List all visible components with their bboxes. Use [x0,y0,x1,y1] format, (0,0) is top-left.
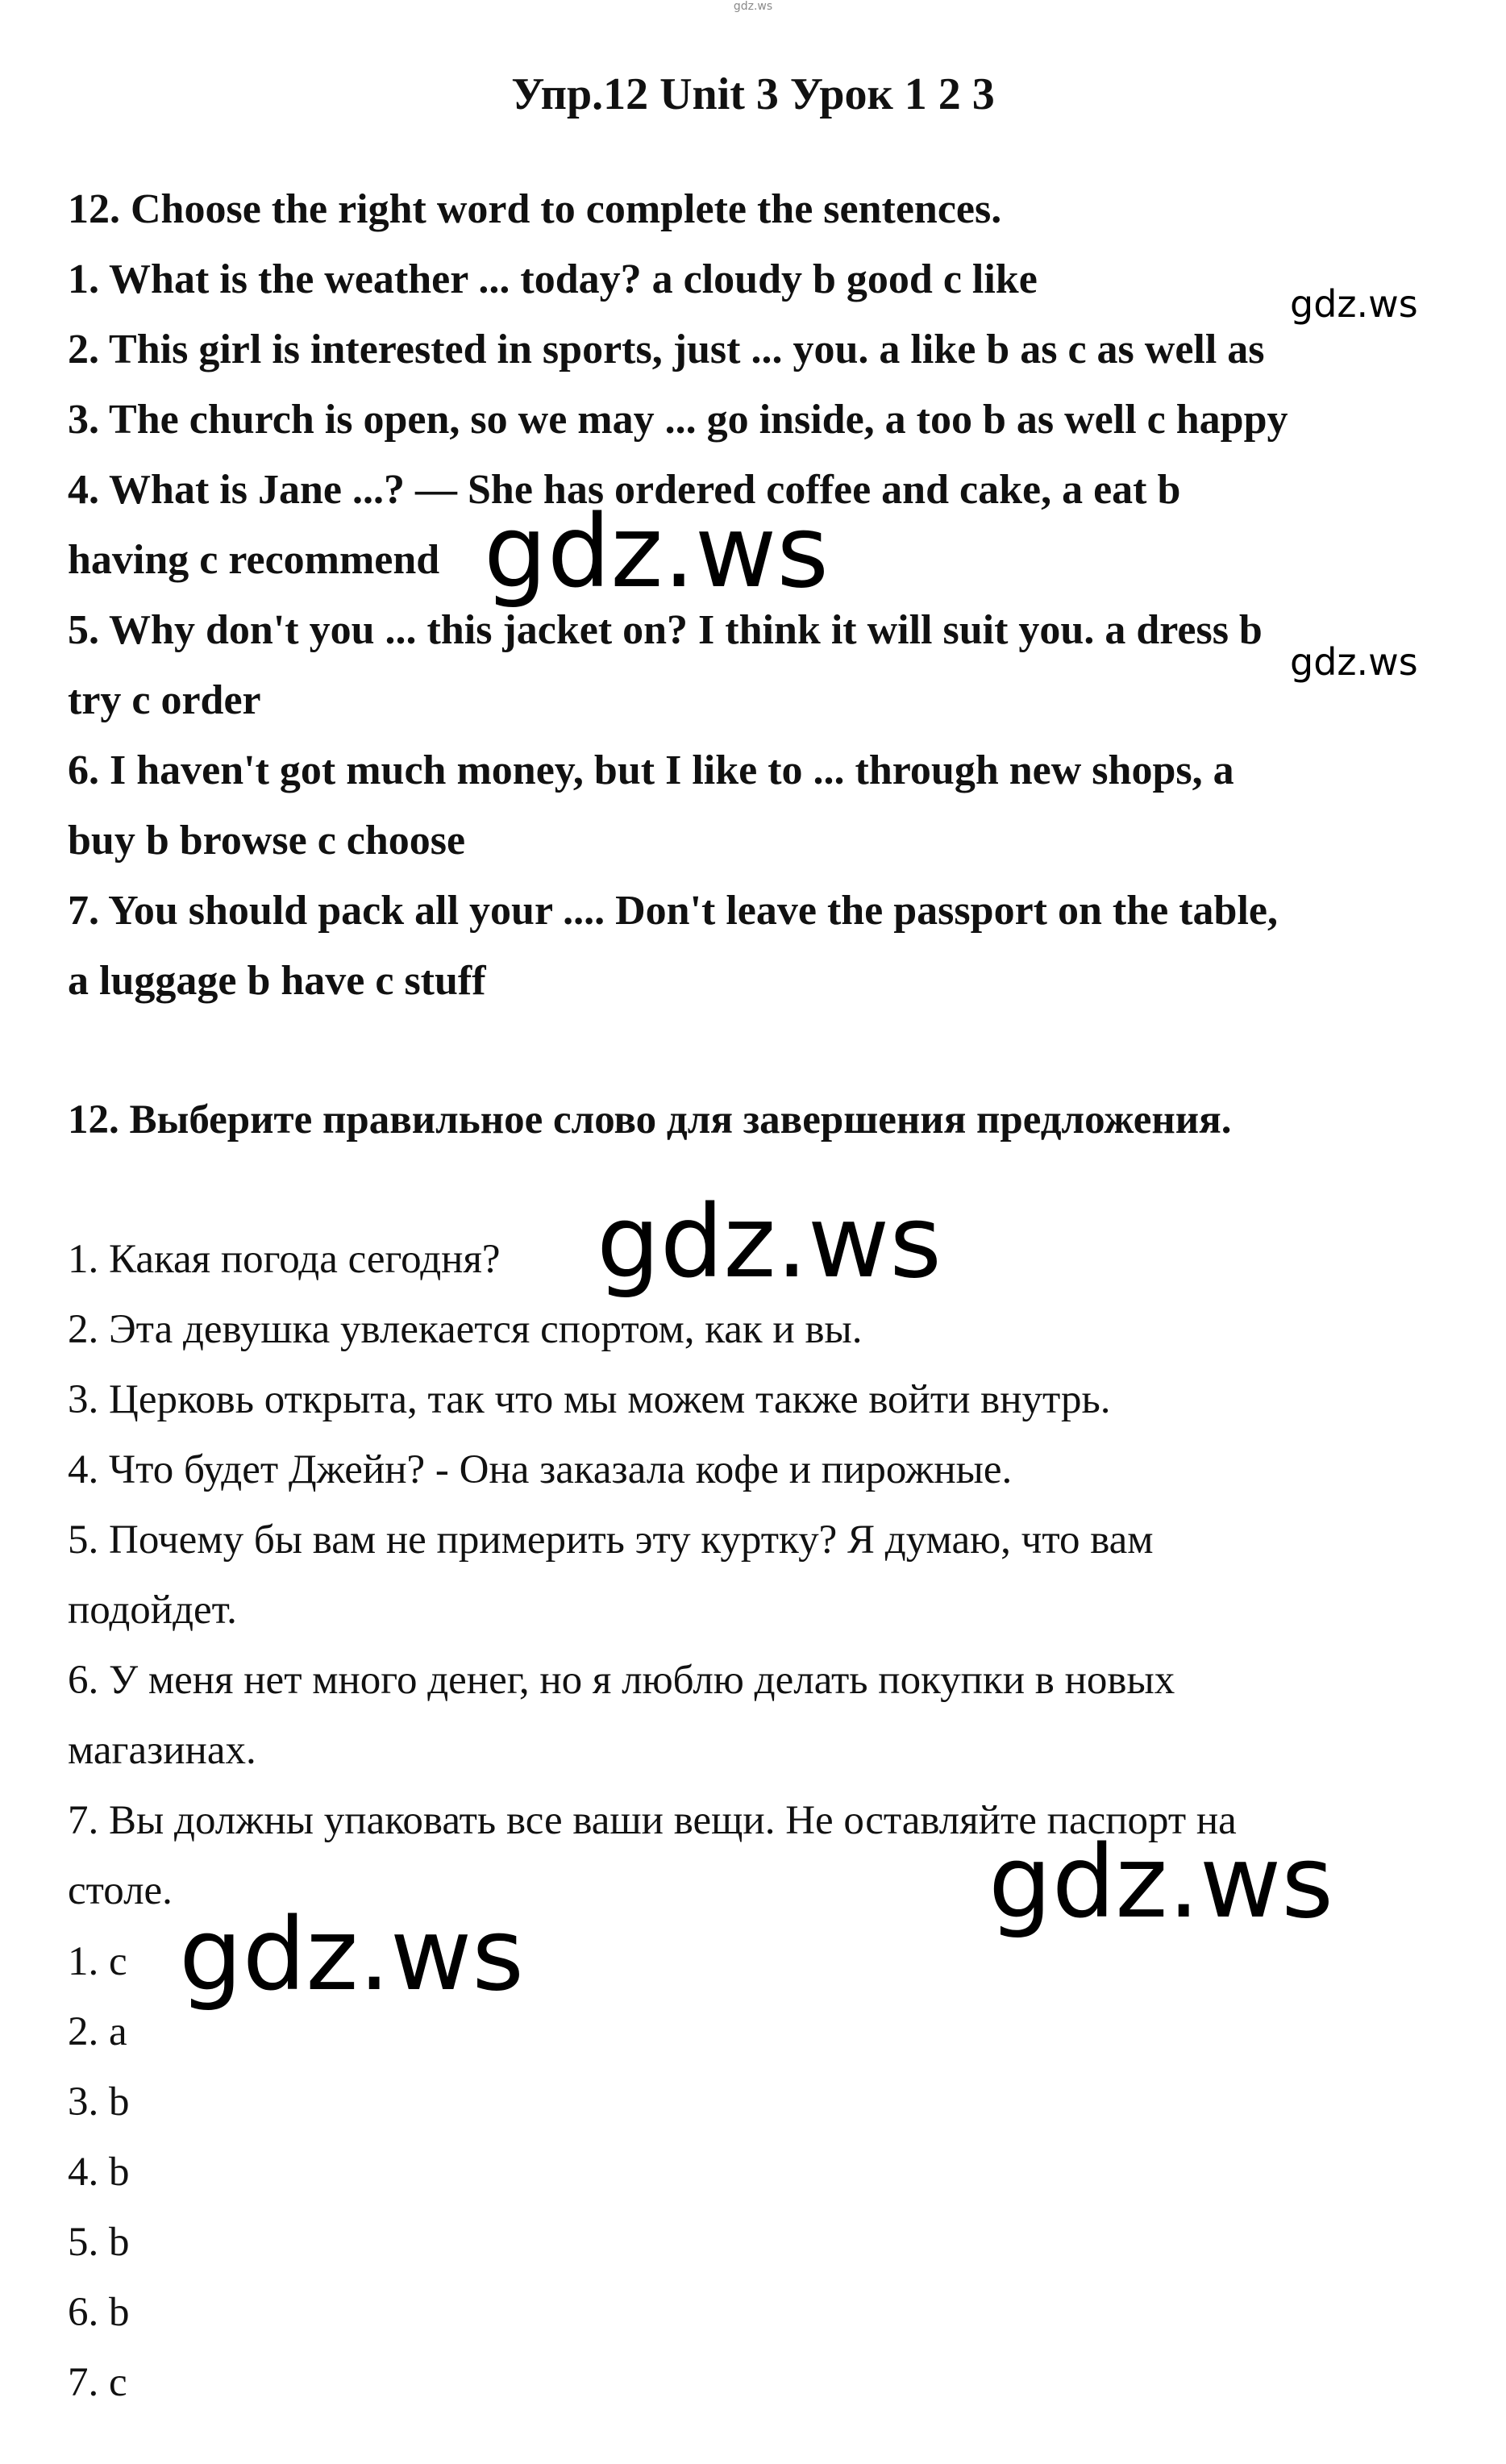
russian-translation [68,1225,1454,1926]
exercise-line: 4. What is Jane ...? — She has ordered coffee and cake, a eat b [68,467,1181,513]
translation-line: 3. Церковь открыта, так что мы можем также войти внутрь. [68,1377,1111,1422]
answer-item: 1. c [68,1939,127,1984]
exercise-line: 1. What is the weather ... today? a cloudy b good c like [68,256,1038,302]
translation-line: магазинах. [68,1728,256,1773]
exercise-line: having c recommend [68,537,440,583]
watermark: gdz.ws [988,1825,1333,1941]
exercise-line: a luggage b have c stuff [68,958,486,1004]
exercise-line: 2. This girl is interested in sports, just ... you. a like b as c as well as [68,327,1265,373]
translation-line: 5. Почему бы вам не примерить эту куртку? Я думаю, что вам [68,1517,1154,1563]
exercise-line: 5. Why don't you ... this jacket on? I think it will suit you. a dress b [68,607,1263,653]
watermark: gdz.ws [1290,282,1418,326]
top-watermark-text: gdz.ws [733,0,773,13]
watermark: gdz.ws [597,1184,942,1301]
translation-line: столе. [68,1868,173,1913]
exercise-line: buy b browse c choose [68,818,466,864]
answer-item: 4. b [68,2150,130,2195]
answer-item: 7. c [68,2360,127,2405]
translation-line: 6. У меня нет много денег, но я люблю делать покупки в новых [68,1658,1175,1703]
translation-line: 1. Какая погода сегодня? [68,1237,501,1282]
exercise-line: 6. I haven't got much money, but I like to ... through new shops, a [68,747,1234,793]
translation-line: 7. Вы должны упаковать все ваши вещи. Не оставляйте паспорт на [68,1798,1237,1843]
translation-line: подойдет. [68,1588,237,1633]
page-title: Упр.12 Unit 3 Урок 1 2 3 [511,69,995,119]
exercise-line: 7. You should pack all your .... Don't leave the passport on the table, [68,888,1278,934]
watermark: gdz.ws [1290,640,1418,684]
exercise-heading-en: 12. Choose the right word to complete the sentences. [68,186,1002,232]
translation-line: 2. Эта девушка увлекается спортом, как и вы. [68,1307,863,1352]
exercise-line: try c order [68,677,261,723]
watermark: gdz.ws [179,1897,524,2013]
exercise-line: 3. The church is open, so we may ... go inside, a too b as well c happy [68,397,1288,443]
answer-item: 5. b [68,2220,130,2265]
answer-item: 3. b [68,2079,130,2125]
answer-item: 2. a [68,2009,127,2054]
translation-line: 4. Что будет Джейн? - Она заказала кофе и пирожные. [68,1447,1013,1492]
answer-item: 6. b [68,2290,130,2335]
watermark: gdz.ws [484,494,829,610]
exercise-heading-ru: 12. Выберите правильное слово для завершения предложения. [68,1097,1232,1143]
